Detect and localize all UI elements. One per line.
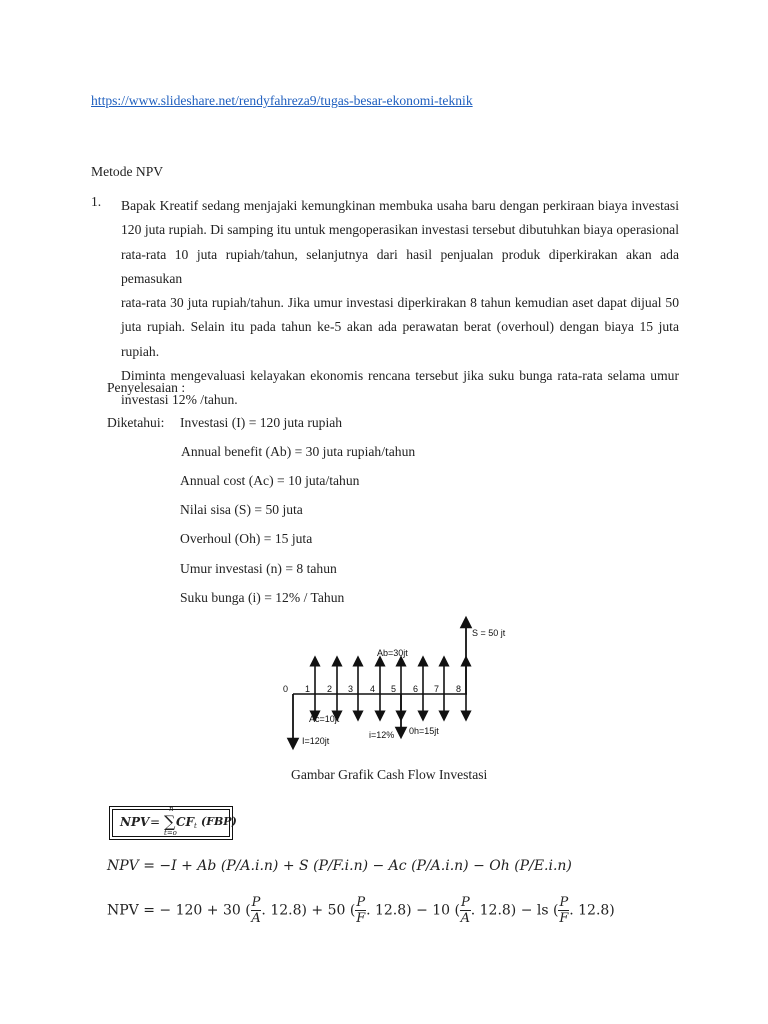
rate-label: i=12% bbox=[369, 730, 395, 740]
known-item: Suku bunga (i) = 12% / Tahun bbox=[180, 590, 345, 605]
sum-symbol: ∑ bbox=[164, 812, 176, 831]
fraction: $\frac{P}{F}$ bbox=[356, 895, 366, 926]
sum-lower: t=o bbox=[164, 829, 177, 837]
problem-line: Diminta mengevaluasi kelayakan ekonomis rencana tersebut jika suku bunga rata-rata selama umur bbox=[121, 368, 679, 384]
problem-text bbox=[121, 194, 679, 413]
tick-label: 0 bbox=[283, 684, 289, 694]
section-heading: Metode NPV bbox=[91, 164, 164, 179]
tick-label: 2 bbox=[327, 684, 333, 694]
npv-eq2-part: NPV = − 120 + 30 ( bbox=[107, 902, 251, 919]
benefit-arrows bbox=[315, 661, 466, 694]
salvage-label: S = 50 jt bbox=[472, 628, 506, 638]
tick-label: 8 bbox=[456, 684, 462, 694]
problem-line: juta rupiah. Selain itu pada tahun ke-5 akan ada perawatan berat (overhoul) dengan biaya 15 juta rupiah. bbox=[121, 319, 679, 359]
known-item: Nilai sisa (S) = 50 juta bbox=[180, 502, 303, 517]
formula-subscript: t bbox=[194, 822, 197, 830]
cost-label: Ac=10jt bbox=[309, 714, 340, 724]
formula-lhs: NPV bbox=[120, 815, 150, 829]
npv-eq2-part: . 12.8) − 10 ( bbox=[366, 902, 460, 919]
npv-formula-box bbox=[109, 805, 237, 840]
known-item: Annual benefit (Ab) = 30 juta rupiah/tahun bbox=[181, 444, 416, 459]
problem-number: 1. bbox=[91, 194, 102, 209]
cost-arrows bbox=[315, 694, 466, 716]
known-item: Overhoul (Oh) = 15 juta bbox=[180, 531, 313, 546]
formula-term: CF bbox=[176, 815, 195, 829]
known-item: Umur investasi (n) = 8 tahun bbox=[180, 561, 337, 576]
tick-label: 1 bbox=[305, 684, 311, 694]
known-item: Investasi (I) = 120 juta rupiah bbox=[180, 415, 343, 430]
figure-caption: Gambar Grafik Cash Flow Investasi bbox=[291, 767, 488, 782]
fraction: $\frac{P}{A}$ bbox=[460, 895, 471, 926]
fraction: $\frac{P}{A}$ bbox=[251, 895, 261, 926]
known-label: Diketahui: bbox=[107, 415, 165, 430]
investment-label: I=120jt bbox=[302, 736, 330, 746]
problem-line: 120 juta rupiah. Di samping itu untuk mengoperasikan investasi tersebut dibutuhkan biaya operasional bbox=[121, 222, 679, 238]
sum-upper: n bbox=[169, 805, 174, 813]
reference-link[interactable]: https://www.slideshare.net/rendyfahreza9/tugas-besar-ekonomi-teknik bbox=[91, 93, 473, 108]
fraction: $\frac{P}{F}$ bbox=[559, 895, 569, 926]
tick-labels bbox=[283, 684, 461, 694]
solution-label: Penyelesaian : bbox=[107, 380, 186, 395]
problem-line: investasi 12% /tahun. bbox=[121, 392, 238, 408]
formula-equals: = bbox=[150, 815, 161, 829]
npv-eq2-part: . 12.8) − ls ( bbox=[470, 902, 559, 919]
npv-eq2-part: . 12.8) + 50 ( bbox=[261, 902, 356, 919]
tick-label: 6 bbox=[413, 684, 419, 694]
formula-tail: (FBP) bbox=[201, 815, 237, 828]
problem-line: rata-rata 10 juta rupiah/tahun, selanjutnya dari hasil penjualan produk diperkirakan akan ada pemasukan bbox=[121, 246, 679, 286]
known-item: Annual cost (Ac) = 10 juta/tahun bbox=[180, 473, 360, 488]
npv-eq2-part: . 12.8) bbox=[569, 902, 615, 919]
problem-line: rata-rata 30 juta rupiah/tahun. Jika umur investasi diperkirakan 8 tahun kemudian aset dapat dijual 50 bbox=[121, 295, 679, 311]
npv-equation-1: NPV = −I + Ab (P/A.i.n) + S (P/F.i.n) − Ac (P/A.i.n) − Oh (P/E.i.n) bbox=[107, 858, 572, 874]
tick-label: 5 bbox=[391, 684, 397, 694]
benefit-label: Ab=30jt bbox=[377, 648, 408, 658]
tick-label: 4 bbox=[370, 684, 376, 694]
tick-label: 3 bbox=[348, 684, 354, 694]
overhaul-label: 0h=15jt bbox=[409, 726, 439, 736]
problem-line: Bapak Kreatif sedang menjajaki kemungkinan membuka usaha baru dengan perkiraan biaya investasi bbox=[121, 198, 679, 213]
npv-equation-2 bbox=[107, 895, 615, 926]
tick-label: 7 bbox=[434, 684, 440, 694]
